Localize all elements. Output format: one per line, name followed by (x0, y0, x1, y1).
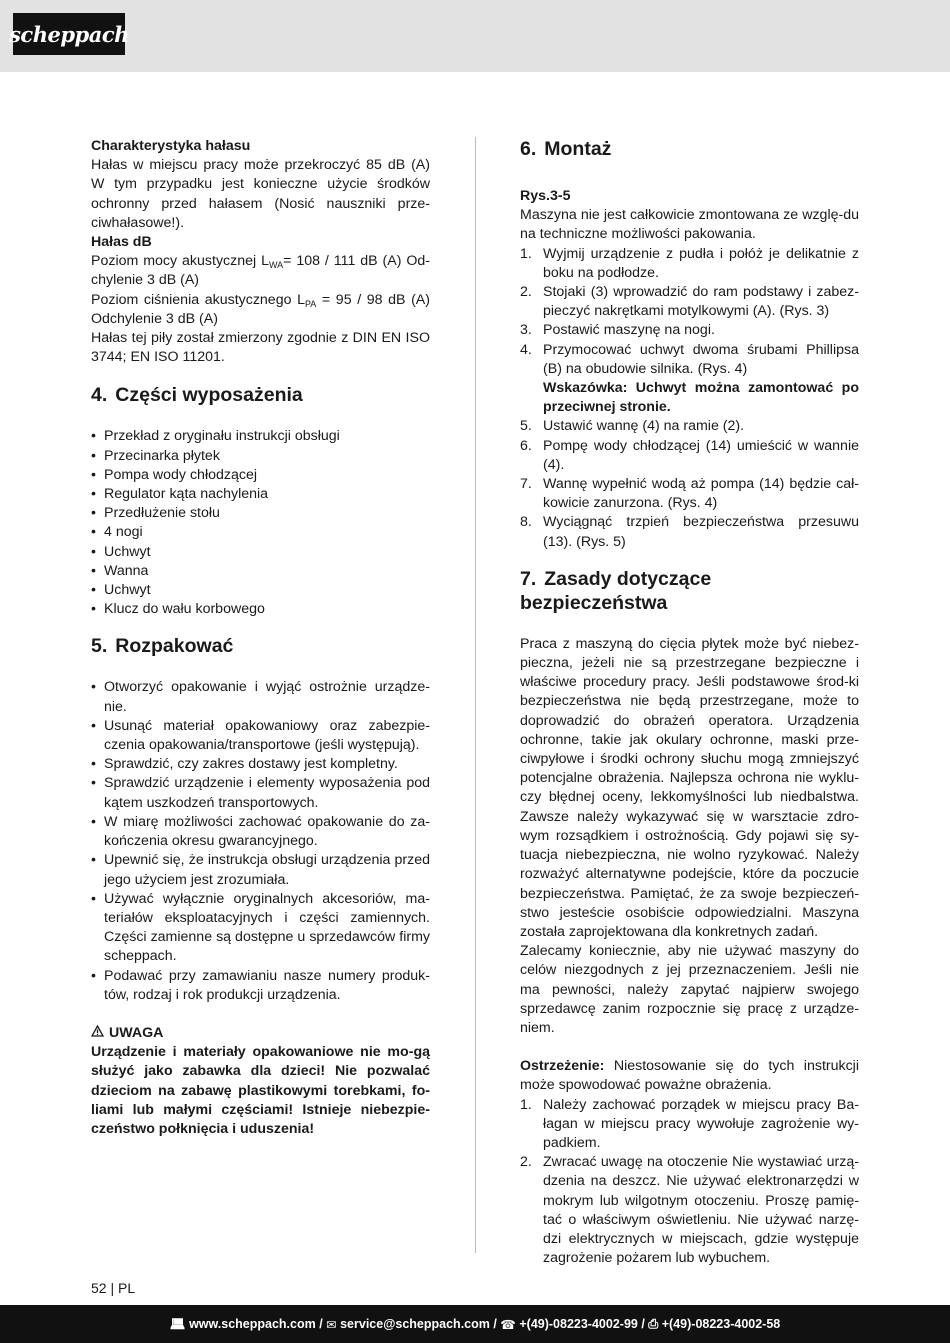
page-header (0, 0, 950, 72)
sound-pressure-level (91, 291, 430, 329)
numbered-step (520, 321, 859, 340)
list-item: • 4 nogi (91, 523, 430, 542)
safety-steps (520, 1096, 859, 1269)
sound-pressure-sub: PA (304, 298, 317, 309)
step-number: 6. (520, 437, 532, 454)
scheppach-logo: scheppach (13, 13, 125, 55)
sound-pressure-suffix: = 95 / 98 dB (A) Odchylenie 3 dB (A) (91, 291, 430, 327)
numbered-step (520, 513, 859, 551)
website-link[interactable]: www.scheppach.com / (189, 1317, 323, 1331)
step-number: 4. (520, 341, 532, 358)
section-7-label: Zasady dotyczące bezpieczeństwa (520, 567, 712, 614)
figure-reference: Rys.3-5 (520, 188, 571, 204)
section-6-number: 6. (520, 138, 537, 160)
list-item: • Otworzyć opakowanie i wyjąć ostrożnie urządze-nie. (91, 678, 430, 716)
step-text: Ustawić wannę (4) na ramie (2). (543, 418, 745, 435)
sound-pressure-prefix: Poziom ciśnienia akustycznego L (91, 291, 305, 308)
fax-number: +(49)-08223-4002-58 (661, 1317, 781, 1331)
phone-icon: ☎︎ (496, 1317, 520, 1332)
right-column (520, 137, 859, 1268)
list-item: • Uchwyt (91, 543, 430, 562)
section-7-title (520, 567, 859, 615)
list-item: • Klucz do wału korbowego (91, 600, 430, 619)
assembly-steps (520, 245, 859, 552)
step-text: Postawić maszynę na nogi. (543, 322, 715, 339)
email-link[interactable]: service@scheppach.com / (340, 1317, 497, 1331)
safety-paragraph-1: Praca z maszyną do cięcia płytek może być niebez-pieczna, jeżeli nie są przestrzegane bezpieczne i właściwe procedury pracy. Jeśli podstawowe środ-ki bezpieczeństwa nie będą przestrzegane, może to doprowadzić do obrażeń operatora. Urządzenia ochronne, takie jak okulary ochronne, maski prze-ciwpyłowe i środki ochrony słuchu mogą zmniejszyć potencjalne obrażenia. Najlepsza ochrona nie wyklu-czy błędnej oceny, lekkomyślności lub niedbalstwa. Zawsze należy wykazywać się w warsztacie zdro-wym rozsądkiem i ostrożnością. Gdy pojawi się sy-tuacja niebezpieczna, nie wolno ryzykować. Należy rozważyć alternatywne podejście, które da poczucie bezpieczeństwa. Pamiętać, że za swoje bezpieczeń-stwo jesteście osobiście odpowiedzialni. Maszyna została zaprojektowana dla konkretnych zadań. (520, 635, 859, 940)
caution-text: Niestosowanie się do tych instrukcji może spowodować poważne obrażenia. (520, 1058, 859, 1094)
safety-paragraph-2: Zalecamy koniecznie, aby nie używać maszyny do celów niezgodnych z jej przeznaczeniem. Jeśli nie ma pewności, należy zapytać najpierw swojego sprzedawcę zanim rozpocznie się pracę z urządze-niem. (520, 943, 859, 1036)
phone-number: +(49)-08223-4002-99 / (519, 1317, 645, 1331)
fax-icon: ⎙ (644, 1316, 662, 1331)
sound-power-suffix: = 108 / 111 dB (A) Od-chylenie 3 dB (A) (91, 253, 431, 289)
list-item: • Regulator kąta nachylenia (91, 485, 430, 504)
step-number: 1. (520, 1096, 532, 1113)
caution-label: Ostrzeżenie: (520, 1058, 605, 1075)
step-number: 7. (520, 476, 532, 493)
caution-paragraph (520, 1057, 859, 1095)
page-number: 52 | PL (91, 1280, 136, 1296)
step-number: 2. (520, 284, 532, 301)
step-note: Wskazówka: Uchwyt można zamontować po przeciwnej stronie. (543, 380, 859, 416)
list-item: • Przedłużenie stołu (91, 504, 430, 523)
list-item: • Upewnić się, że instrukcja obsługi urządzenia przed jego użyciem jest zrozumiała. (91, 851, 430, 889)
step-text: Wannę wypełnić wodą aż pompa (14) będzie cał-kowicie zanurzona. (Rys. 4) (543, 476, 859, 512)
list-item: • Podawać przy zamawianiu nasze numery produk-tów, rodzaj i rok produkcji urządzenia. (91, 967, 430, 1005)
left-column (91, 137, 430, 1139)
list-item: • Uchwyt (91, 581, 430, 600)
section-5-number: 5. (91, 635, 108, 658)
step-text: Pompę wody chłodzącej (14) umieścić w wannie (4). (543, 437, 859, 473)
page-footer (0, 1305, 950, 1343)
step-text: Stojaki (3) wprowadzić do ram podstawy i zabez-pieczyć nakrętkami motylkowymi (A). (Rys. 3) (543, 284, 859, 320)
list-item: • Pompa wody chłodzącej (91, 466, 430, 485)
numbered-step (520, 245, 859, 283)
list-item: • Usunąć materiał opakowaniowy oraz zabezpie-czenia opakowania/transportowe (jeśli występują). (91, 717, 430, 755)
section-5-label: Rozpakować (115, 635, 234, 658)
measurement-note: Hałas tej piły został zmierzony zgodnie z DIN EN ISO 3744; EN ISO 11201. (91, 330, 430, 366)
list-item: • W miarę możliwości zachować opakowanie do za-kończenia okresu gwarancyjnego. (91, 813, 430, 851)
step-text: Należy zachować porządek w miejscu pracy Ba-łagan w miejscu pracy wywołuje zagrożenie wy-padkiem. (543, 1096, 859, 1151)
numbered-step (520, 417, 859, 436)
numbered-step (520, 475, 859, 513)
noise-db-heading: Hałas dB (91, 234, 152, 251)
list-item: • Sprawdzić, czy zakres dostawy jest kompletny. (91, 755, 430, 774)
step-number: 5. (520, 418, 532, 435)
section-6-title (520, 137, 859, 161)
numbered-step (520, 437, 859, 475)
step-number: 2. (520, 1154, 532, 1171)
section-5-title (91, 634, 430, 658)
envelope-icon: ✉︎ (322, 1317, 341, 1332)
sound-power-sub: WA (268, 260, 284, 271)
list-item: • Przecinarka płytek (91, 447, 430, 466)
unpacking-list (91, 678, 430, 1004)
list-item: • Wanna (91, 562, 430, 581)
step-text: Przymocować uchwyt dwoma śrubami Phillipsa (B) na obudowie silnika. (Rys. 4) (543, 341, 859, 377)
section-4-title (91, 383, 430, 407)
sound-power-level (91, 252, 430, 290)
accessories-list (91, 427, 430, 619)
column-divider (475, 137, 476, 1253)
numbered-step (520, 341, 859, 418)
step-text: Wyciągnąć trzpień bezpieczeństwa przesuwu (13). (Rys. 5) (543, 514, 859, 550)
section-4-label: Części wyposażenia (115, 384, 303, 407)
warning-triangle-icon (91, 1024, 104, 1043)
noise-heading: Charakterystyka hałasu (91, 138, 251, 154)
section-6-label: Montaż (544, 138, 612, 160)
step-number: 8. (520, 514, 532, 531)
numbered-step (520, 1096, 859, 1154)
step-text: Zwracać uwagę na otoczenie Nie wystawiać urzą-dzenia na deszcz. Nie używać elektronarzędzi w mokrym lub wilgotnym otoczeniu. Proszę pamię-tać o właściwym oświetleniu. Nie używać narzę-dzi elektrycznych w miejscach, gdzie występuje zagrożenie pożarem lub wybuchem. (543, 1154, 859, 1267)
list-item: • Przekład z oryginału instrukcji obsługi (91, 427, 430, 446)
list-item: • Sprawdzić urządzenie i elementy wyposażenia pod kątem uszkodzeń transportowych. (91, 774, 430, 812)
numbered-step (520, 283, 859, 321)
noise-text: Hałas w miejscu pracy może przekroczyć 85 dB (A) W tym przypadku jest konieczne użycie środków ochronny przed hałasem (Nosić nauszniki prze-ciwhałasowe!). (91, 157, 430, 231)
step-number: 1. (520, 245, 532, 262)
assembly-intro: Maszyna nie jest całkowicie zmontowana ze wzglę-du na techniczne możliwości pakowania. (520, 207, 859, 243)
warning-heading (91, 1024, 430, 1043)
sound-power-prefix: Poziom mocy akustycznej L (91, 253, 269, 270)
section-4-number: 4. (91, 384, 108, 407)
section-7-number: 7. (520, 567, 537, 590)
step-number: 3. (520, 322, 532, 339)
step-text: Wyjmij urządzenie z pudła i połóż je delikatnie z boku na podłodze. (543, 245, 859, 281)
numbered-step (520, 1153, 859, 1268)
warning-title: UWAGA (109, 1024, 164, 1041)
warning-text: Urządzenie i materiały opakowaniowe nie mo-gą służyć jako zabawka dla dzieci! Nie pozwalać dzieciom na zabawę plastikowymi torebkami, fo-liami lub małymi częściami! Istnieje niebezpie-czeństwo połknięcia i uduszenia! (91, 1044, 430, 1137)
list-item: • Używać wyłącznie oryginalnych akcesoriów, ma-teriałów eksploatacyjnych i części zamiennych. Części zamienne są dostępne u sprzedawców firmy scheppach. (91, 890, 430, 967)
computer-icon: 💻︎ (169, 1316, 190, 1331)
